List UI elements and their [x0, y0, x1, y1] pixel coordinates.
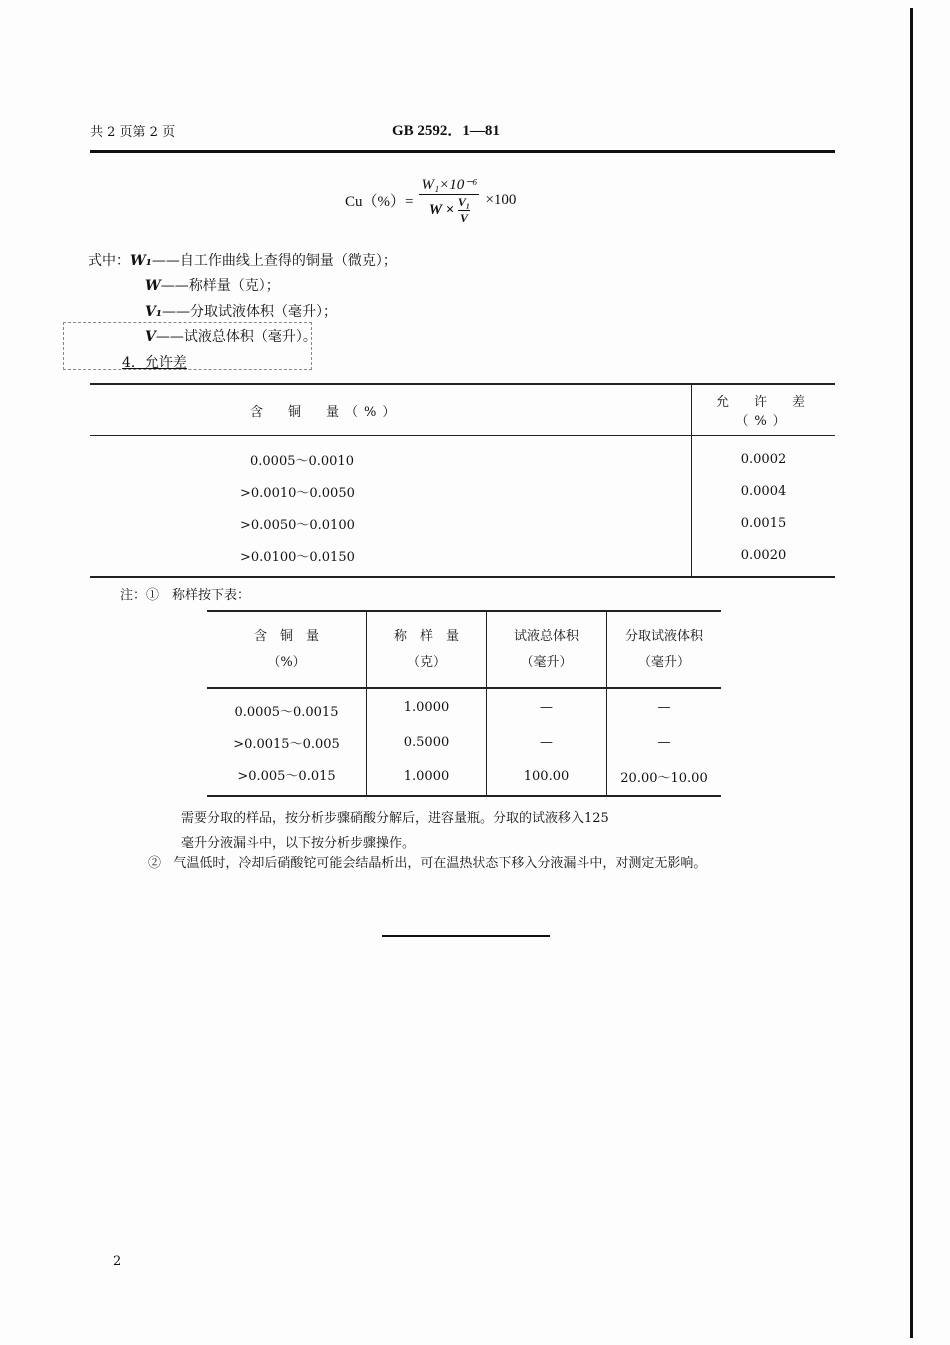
note-2-mark: ②: [148, 856, 162, 871]
cell: >0.0100～0.0150: [90, 539, 692, 577]
page-info: 共 2 页第 2 页: [90, 125, 176, 140]
note-2-text: 气温低时，冷却后硝酸铊可能会结晶析出，可在温热状态下移入分液漏斗中，对测定无影响。: [173, 856, 707, 871]
den-v1: V₁: [457, 195, 471, 209]
cell: 1.0000: [367, 688, 487, 726]
cell: 0.0020: [740, 547, 787, 563]
def-symbol: V: [145, 329, 156, 345]
sample-table: [207, 610, 721, 797]
table-row: [207, 688, 721, 726]
header-cell: [607, 611, 722, 688]
note-1-text-line: 需要分取的样品，按分析步骤硝酸分解后，进容量瓶。分取的试液移入125: [181, 811, 609, 826]
formula-lhs: Cu（%）=: [345, 194, 414, 210]
tolerance-table: [90, 383, 835, 578]
cell: 0.0005～0.0010: [90, 436, 692, 476]
def-symbol: V₁: [145, 304, 162, 320]
table-row: [90, 507, 835, 539]
v1-over-v: [458, 195, 470, 226]
cell: 100.00: [487, 758, 607, 796]
formula-denominator: [429, 195, 470, 226]
cell: —: [487, 688, 607, 726]
cell: —: [657, 734, 671, 750]
cell: 20.00～10.00: [620, 771, 708, 786]
header-line: （毫升）: [637, 654, 690, 670]
formula-numerator: W₁×10⁻⁶: [421, 177, 478, 193]
header-line: 含 铜 量: [253, 628, 319, 644]
header-line: 称 样 量: [393, 628, 459, 644]
definition-v1: [145, 301, 337, 321]
cell: >0.0015～0.005: [207, 726, 367, 758]
den-v: V: [460, 211, 469, 225]
definition-w: [145, 275, 280, 295]
cell: >0.005～0.015: [207, 758, 367, 796]
def-text: ——试液总体积（毫升）。: [155, 329, 317, 345]
header-cell: [367, 611, 487, 688]
note-2: [148, 852, 706, 871]
cell: 0.0005～0.0015: [207, 688, 367, 726]
end-rule: [382, 935, 550, 937]
header-copper: 含 铜 量（%）: [90, 384, 692, 436]
table-row: [207, 726, 721, 758]
cell: 0.0015: [740, 515, 787, 531]
cell: >0.0010～0.0050: [90, 475, 692, 507]
note-1-label: 注：① 称样按下表：: [120, 588, 251, 603]
table-header-row: [207, 611, 721, 688]
note-1-text-line: 毫升分液漏斗中，以下按分析步骤操作。: [181, 836, 416, 851]
def-text: ——自工作曲线上查得的铜量（微克）；: [151, 253, 397, 269]
table-header-row: [90, 384, 835, 436]
header-line: （克）: [406, 654, 446, 670]
page-number: 2: [113, 1254, 122, 1269]
formula-fraction: [419, 175, 479, 226]
header-line: （%）: [267, 654, 306, 670]
cell: —: [487, 726, 607, 758]
header-line: （毫升）: [520, 654, 573, 670]
cell: >0.0050～0.0100: [90, 507, 692, 539]
table-row: [207, 758, 721, 796]
def-symbol: W: [145, 278, 161, 294]
header-cell: [207, 611, 367, 688]
definition-w1: [88, 250, 397, 270]
header-line: 分取试液体积: [624, 628, 703, 644]
formula: [345, 175, 516, 226]
def-symbol: W₁: [130, 253, 152, 269]
scan-edge-line: [910, 8, 913, 1338]
section-heading: 4．允许差: [122, 355, 187, 371]
header-line: 试液总体积: [513, 628, 579, 644]
cell: —: [657, 700, 671, 715]
cell: 0.0004: [740, 483, 787, 499]
cell: 0.5000: [367, 726, 487, 758]
stamp-mark: [63, 322, 312, 370]
header-rule: [90, 150, 835, 153]
cell: 1.0000: [367, 758, 487, 796]
table-row: [90, 475, 835, 507]
den-w: W ×: [428, 201, 455, 218]
standard-number: GB 2592．1—81: [392, 123, 500, 139]
def-text: ——称样量（克）；: [160, 278, 280, 294]
cell: 0.0002: [740, 451, 787, 467]
def-text: ——分取试液体积（毫升）；: [162, 304, 337, 320]
header-tolerance: 允 许 差（%）: [692, 384, 836, 436]
table-row: [90, 436, 835, 476]
def-prefix: 式中：: [88, 253, 130, 269]
formula-tail: ×100: [485, 192, 517, 208]
header-cell: [487, 611, 607, 688]
table-row: [90, 539, 835, 577]
